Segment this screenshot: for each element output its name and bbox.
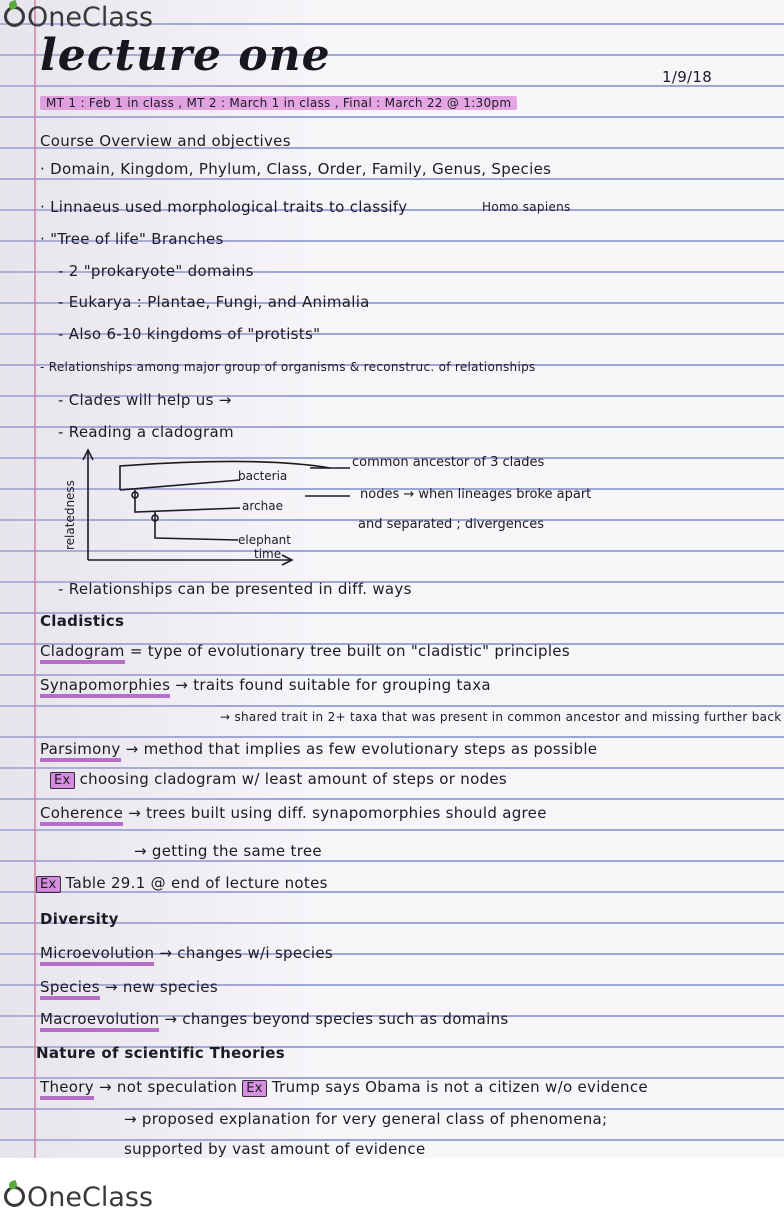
oneclass-watermark-bottom: OneClass (4, 1182, 153, 1213)
def-species: Species → new species (40, 978, 218, 996)
ex-tag: Ex (50, 772, 75, 789)
x-axis-label: time (254, 547, 282, 561)
taxa-list: · Domain, Kingdom, Phylum, Class, Order, Family, Genus, Species (40, 160, 552, 178)
def-parsimony: Parsimony → method that implies as few evolutionary steps as possible (40, 740, 597, 758)
term-microevolution: Microevolution (40, 944, 154, 966)
def-cladogram: Cladogram = type of evolutionary tree built on "cladistic" principles (40, 642, 570, 660)
term-species: Species (40, 978, 100, 1000)
note-eukarya: - Eukarya : Plantae, Fungi, and Animalia (58, 293, 370, 311)
taxon-archae: archae (242, 499, 283, 513)
branch-elephant (155, 512, 238, 540)
branch-archae (135, 490, 240, 512)
margin-line (34, 0, 36, 1158)
def-microevolution: Microevolution → changes w/i species (40, 944, 333, 962)
def-coherence: Coherence → trees built using diff. synapomorphies should agree (40, 804, 547, 822)
example-choosing: Ex choosing cladogram w/ least amount of steps or nodes (50, 770, 507, 788)
note-clades: - Clades will help us → (58, 391, 232, 409)
note-relationships-diff: - Relationships can be presented in diff. ways (58, 580, 412, 598)
branch-bacteria (120, 480, 240, 490)
term-parsimony: Parsimony (40, 740, 121, 762)
heading-cladistics: Cladistics (40, 612, 125, 630)
taxon-elephant: elephant (238, 533, 291, 547)
lecture-date: 1/9/18 (662, 68, 713, 86)
note-reading-cladogram: - Reading a cladogram (58, 423, 234, 441)
example-table: Ex Table 29.1 @ end of lecture notes (36, 874, 328, 892)
note-prokaryote: - 2 "prokaryote" domains (58, 262, 254, 280)
y-axis-label: relatedness (63, 480, 77, 550)
note-linnaeus: · Linnaeus used morphological traits to classify (40, 198, 408, 216)
def-theory: Theory → not speculation Ex Trump says Obama is not a citizen w/o evidence (40, 1078, 648, 1096)
oneclass-logo-icon (4, 1186, 25, 1207)
term-cladogram: Cladogram (40, 642, 125, 664)
note-proposed: → proposed explanation for very general class of phenomena; (124, 1110, 608, 1128)
ex-tag-theory: Ex (242, 1080, 267, 1097)
term-theory: Theory (40, 1078, 94, 1100)
cladogram-diagram (60, 440, 660, 570)
term-macroevolution: Macroevolution (40, 1010, 159, 1032)
heading-scientific-theories: Nature of scientific Theories (36, 1044, 286, 1062)
note-protists: - Also 6-10 kingdoms of "protists" (58, 325, 321, 343)
def-macroevolution: Macroevolution → changes beyond species such as domains (40, 1010, 509, 1028)
note-supported: supported by vast amount of evidence (124, 1140, 426, 1158)
oneclass-logo-icon (4, 6, 25, 27)
term-coherence: Coherence (40, 804, 123, 826)
note-relationships: - Relationships among major group of organisms & reconstruc. of relationships (40, 360, 536, 374)
label-nodes: nodes → when lineages broke apart (360, 487, 592, 502)
note-same-tree: → getting the same tree (134, 842, 322, 860)
exam-dates: MT 1 : Feb 1 in class , MT 2 : March 1 in class , Final : March 22 @ 1:30pm (40, 96, 517, 110)
page-title: lecture one (40, 30, 331, 81)
term-synapomorphies: Synapomorphies (40, 676, 170, 698)
label-divergences: and separated ; divergences (358, 517, 544, 532)
note-tree-of-life: · "Tree of life" Branches (40, 230, 224, 248)
oneclass-watermark-top: OneClass (4, 2, 153, 33)
label-common-ancestor: common ancestor of 3 clades (352, 455, 545, 470)
heading-diversity: Diversity (40, 910, 119, 928)
def-synapomorphies: Synapomorphies → traits found suitable for grouping taxa (40, 676, 491, 694)
note-shared-trait: → shared trait in 2+ taxa that was present in common ancestor and missing further back (220, 710, 782, 724)
ex-tag-table: Ex (36, 876, 61, 893)
heading-course-overview: Course Overview and objectives (40, 132, 291, 150)
root-arc (120, 461, 330, 490)
taxon-bacteria: bacteria (238, 469, 288, 483)
note-homo-sapiens: Homo sapiens (482, 200, 571, 214)
